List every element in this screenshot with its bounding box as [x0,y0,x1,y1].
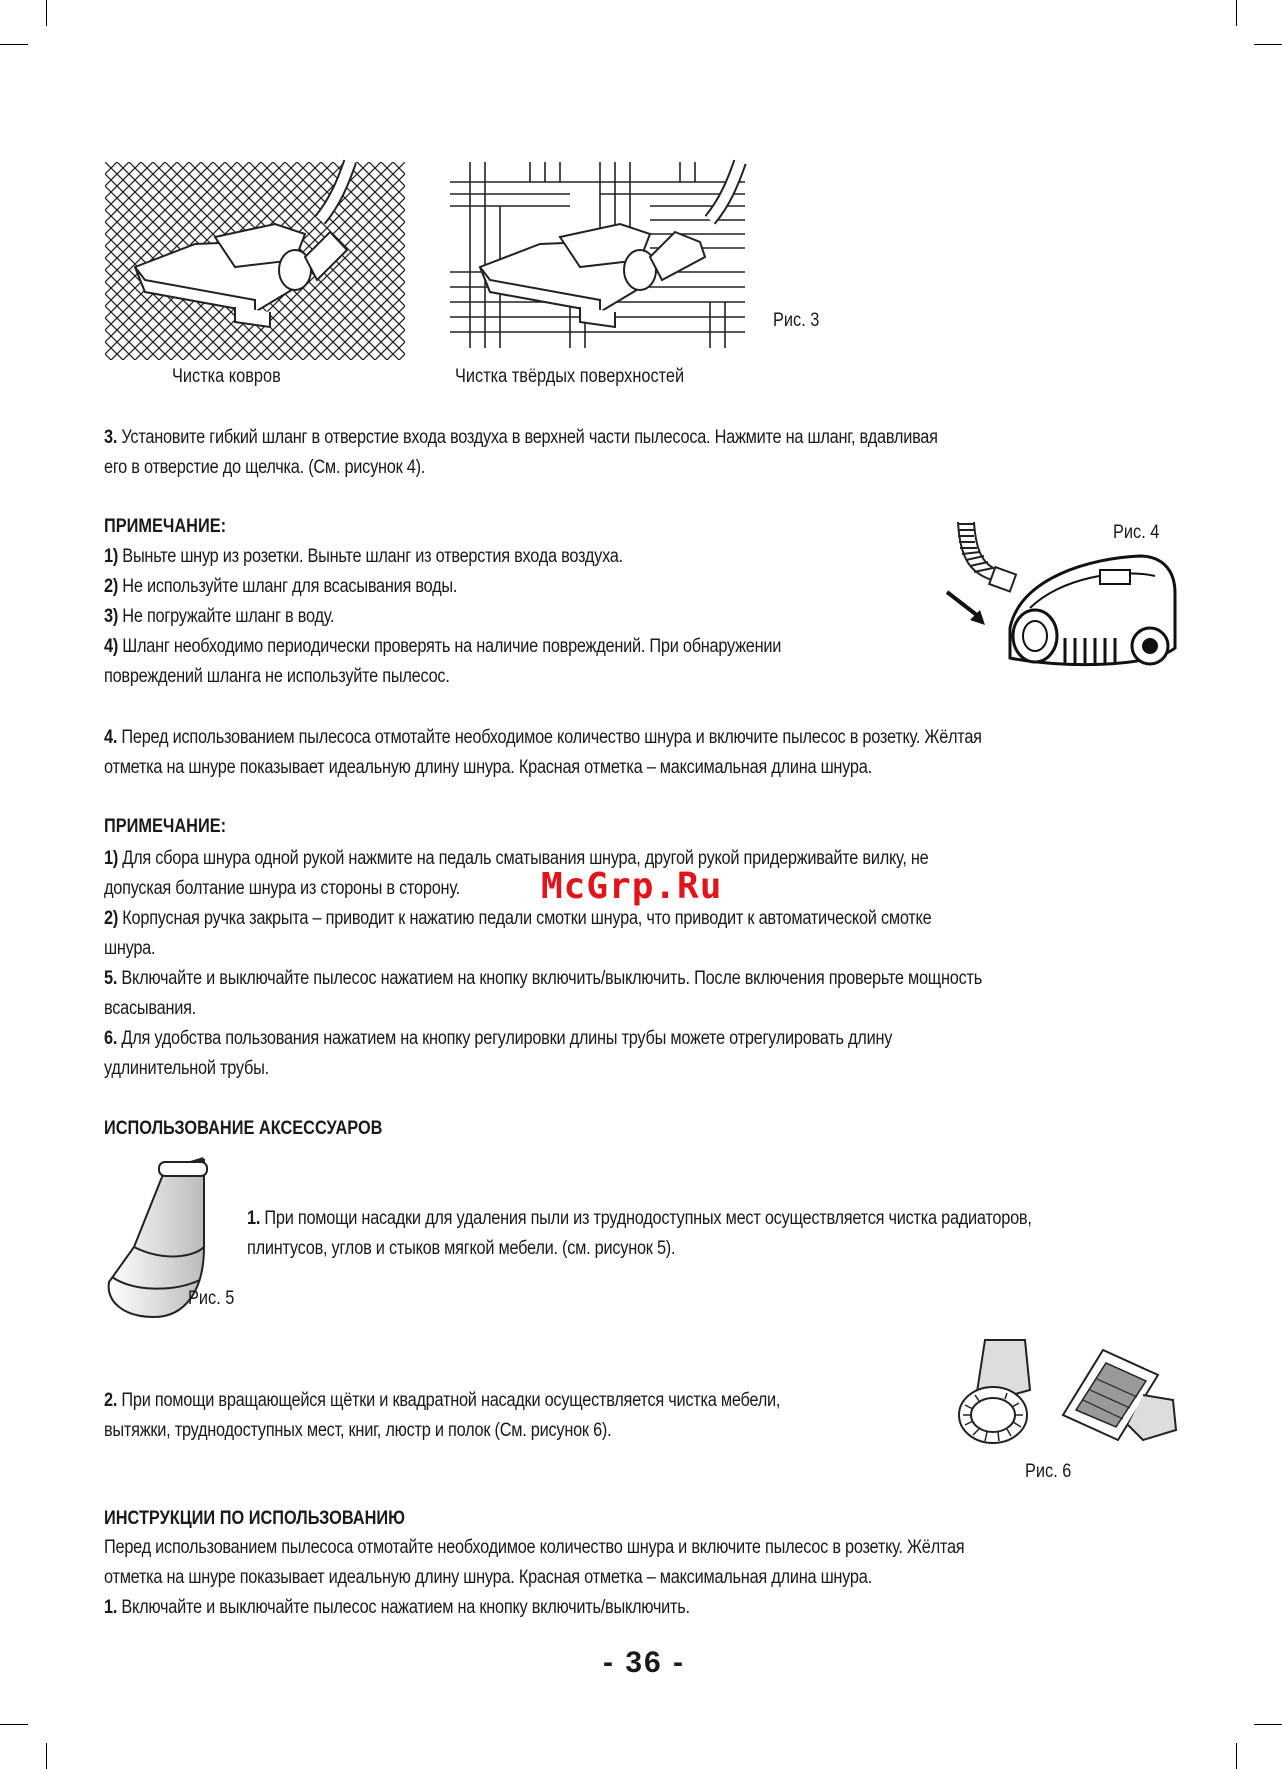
list-item: 1) Для сбора шнура одной рукой нажмите на педаль сматывания шнура, другой рукой придерживайте вилку, не [104,848,929,869]
accessories-heading: ИСПОЛЬЗОВАНИЕ АКСЕССУАРОВ [104,1118,383,1139]
figure-3-caption-carpet: Чистка ковров [172,366,281,387]
step-6-continuation: удлинительной трубы. [104,1058,269,1079]
crop-mark [1236,1743,1237,1769]
crop-mark [1254,44,1282,45]
step-number: 4. [104,727,118,748]
crop-mark [46,1743,47,1769]
list-item-continuation: повреждений шланга не используйте пылесос. [104,666,450,687]
list-item: 2) Корпусная ручка закрыта – приводит к нажатию педали смотки шнура, что приводит к автоматической смотке [104,908,932,929]
figure-5-label: Рис. 5 [188,1288,235,1309]
step-number: 3. [104,427,118,448]
crop-mark [0,44,28,45]
list-item: 2) Не используйте шланг для всасывания воды. [104,576,458,597]
note-2-heading: ПРИМЕЧАНИЕ: [104,816,227,837]
step-4-paragraph: 4. Перед использованием пылесоса отмотайте необходимое количество шнура и включите пылесос в розетку. Жёлтая отметка на шнуре показывает идеальную длину шнура. Красная отметка – максимальная длина шнура. [104,727,982,778]
step-text-line: его в отверстие до щелчка. (См. рисунок 4). [104,457,426,478]
crop-mark [0,1724,28,1725]
crop-mark [1236,0,1237,26]
figure-3-caption-hard: Чистка твёрдых поверхностей [455,366,685,387]
upholstery-tool-illustration [1058,1345,1180,1445]
accessories-item-2: 2. При помощи вращающейся щётки и квадратной насадки осуществляется чистка мебели, вытяжки, труднодоступных мест, книг, люстр и полок (См. рисунок 6). [104,1390,781,1441]
vacuum-hose-illustration [940,518,1190,680]
list-item: 4) Шланг необходимо периодически проверять на наличие повреждений. При обнаружении [104,636,782,657]
instructions-heading: ИНСТРУКЦИИ ПО ИСПОЛЬЗОВАНИЮ [104,1508,406,1529]
figure-3-label: Рис. 3 [773,310,820,331]
step-3-paragraph [104,423,938,483]
list-item: 1) Выньте шнур из розетки. Выньте шланг из отверстия входа воздуха. [104,546,623,567]
crop-mark [1254,1724,1282,1725]
list-item-continuation: допуская болтание шнура из стороны в сторону. [104,878,460,899]
note-1-list [104,542,781,692]
watermark-text: McGrp.Ru [541,866,723,907]
crop-mark [46,0,47,26]
list-item: 3) Не погружайте шланг в воду. [104,606,335,627]
carpet-cleaning-illustration [105,162,405,360]
accessories-item-1: 1. При помощи насадки для удаления пыли из труднодоступных мест осуществляется чистка радиаторов, плинтусов, углов и стыков мягкой мебели. (см. рисунок 5). [247,1208,1032,1259]
note-1-heading: ПРИМЕЧАНИЕ: [104,516,227,537]
figure-6-label: Рис. 6 [1025,1461,1072,1482]
step-5: 5. Включайте и выключайте пылесос нажатием на кнопку включить/выключить. После включения проверьте мощность [104,968,982,989]
step-6: 6. Для удобства пользования нажатием на кнопку регулировки длины трубы можете отрегулировать длину [104,1028,893,1049]
hard-floor-cleaning-illustration [450,162,745,348]
figure-4-label: Рис. 4 [1113,522,1160,543]
page-number: - 36 - [603,1646,686,1679]
round-brush-illustration [955,1335,1045,1450]
step-5-continuation: всасывания. [104,998,196,1019]
step-text: Установите гибкий шланг в отверстие входа воздуха в верхней части пылесоса. Нажмите на шланг, вдавливая [117,427,938,448]
list-item-continuation: шнура. [104,938,156,959]
instructions-body: Перед использованием пылесоса отмотайте необходимое количество шнура и включите пылесос в розетку. Жёлтая отметка на шнуре показывает идеальную длину шнура. Красная отметка – максимальная длина шнура. 1. Включайте и выключайте пылесос нажатием на кнопку включить/выключить. [104,1537,965,1618]
